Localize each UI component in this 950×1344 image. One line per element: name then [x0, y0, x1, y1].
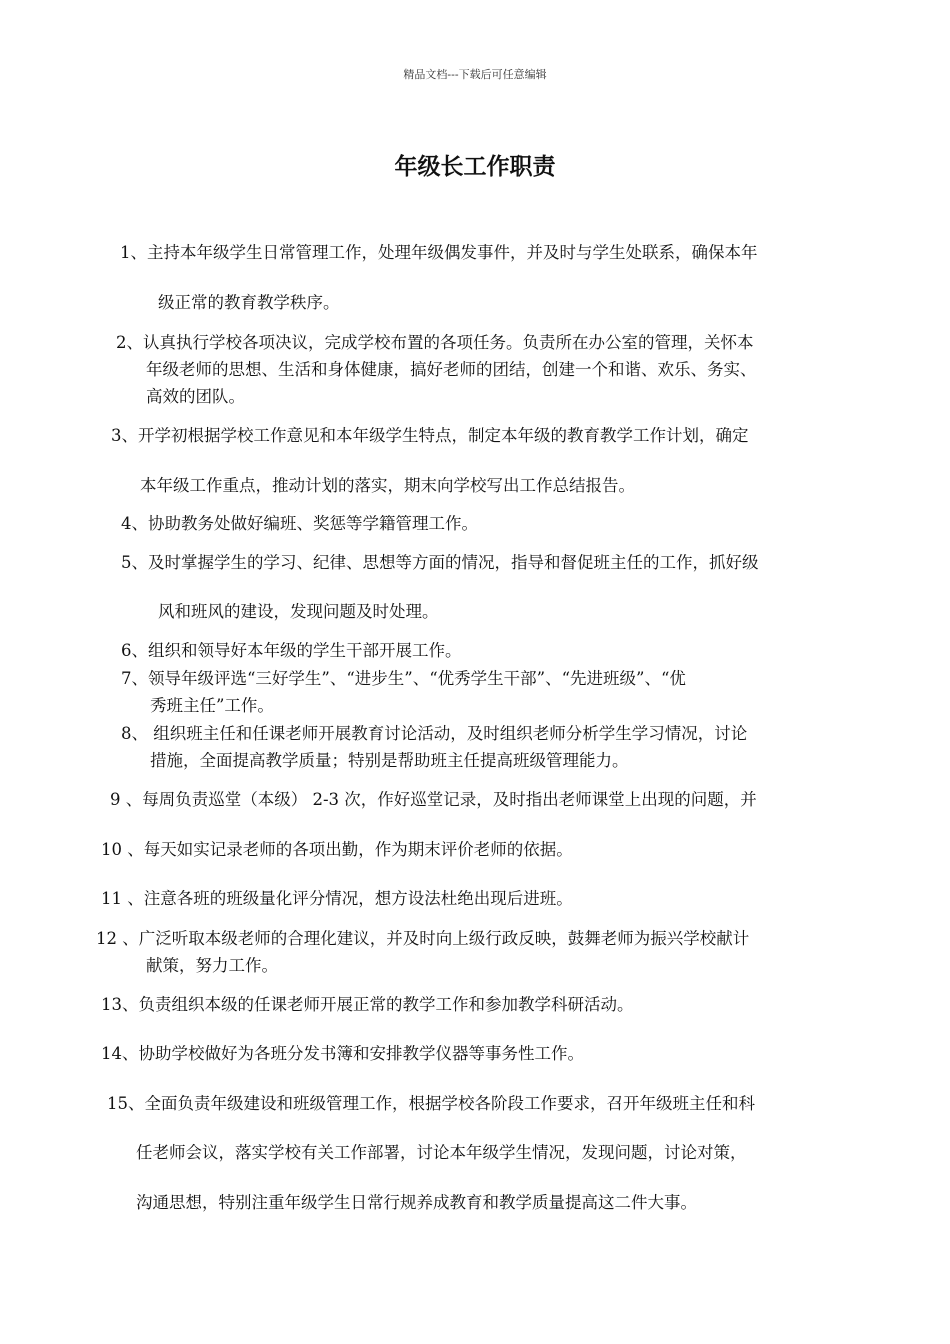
item-1-line-2: 级正常的教育教学秩序。 — [158, 293, 340, 312]
item-11-line-1: 11 、注意各班的班级量化评分情况，想方设法杜绝出现后进班。 — [101, 889, 573, 908]
item-2-line-1: 2、认真执行学校各项决议，完成学校布置的各项任务。负责所在办公室的管理，关怀本 — [116, 333, 754, 352]
document-title: 年级长工作职责 — [394, 154, 556, 180]
item-8-line-1: 8、 组织班主任和任课老师开展教育讨论活动，及时组织老师分析学生学习情况，讨论 — [121, 724, 748, 743]
item-7-line-2: 秀班主任”工作。 — [150, 696, 274, 715]
item-5-line-2: 风和班风的建设，发现问题及时处理。 — [158, 602, 439, 621]
item-12-line-1: 12 、广泛听取本级老师的合理化建议，并及时向上级行政反映，鼓舞老师为振兴学校献计 — [96, 929, 750, 948]
item-2-line-3: 高效的团队。 — [146, 387, 245, 406]
item-6-line-1: 6、组织和领导好本年级的学生干部开展工作。 — [121, 641, 462, 660]
item-14-line-1: 14、协助学校做好为各班分发书簿和安排教学仪器等事务性工作。 — [101, 1044, 584, 1063]
item-4-line-1: 4、协助教务处做好编班、奖惩等学籍管理工作。 — [121, 514, 478, 533]
item-13-line-1: 13、负责组织本级的任课老师开展正常的教学工作和参加教学科研活动。 — [101, 995, 634, 1014]
item-15-line-1: 15、全面负责年级建设和班级管理工作，根据学校各阶段工作要求，召开年级班主任和科 — [107, 1094, 755, 1113]
item-15-line-2: 任老师会议，落实学校有关工作部署，讨论本年级学生情况，发现问题，讨论对策， — [136, 1143, 747, 1162]
item-2-line-2: 年级老师的思想、生活和身体健康，搞好老师的团结，创建一个和谐、欢乐、务实、 — [146, 360, 757, 379]
item-3-line-2: 本年级工作重点，推动计划的落实，期末向学校写出工作总结报告。 — [140, 476, 635, 495]
item-8-line-2: 措施，全面提高教学质量；特别是帮助班主任提高班级管理能力。 — [150, 751, 629, 770]
item-7-line-1: 7、领导年级评选“三好学生”、“进步生”、“优秀学生干部”、“先进班级”、“优 — [121, 669, 686, 688]
page-header: 精品文档---下载后可任意编辑 — [403, 68, 547, 81]
item-1-line-1: 1、主持本年级学生日常管理工作，处理年级偶发事件，并及时与学生处联系，确保本年 — [120, 243, 758, 262]
item-9-line-1: 9 、每周负责巡堂（本级） 2-3 次，作好巡堂记录，及时指出老师课堂上出现的问题，并 — [110, 790, 757, 809]
item-12-line-2: 献策，努力工作。 — [146, 956, 278, 975]
item-15-line-3: 沟通思想，特别注重年级学生日常行规养成教育和教学质量提高这二件大事。 — [136, 1193, 697, 1212]
item-10-line-1: 10 、每天如实记录老师的各项出勤，作为期末评价老师的依据。 — [101, 840, 573, 859]
item-3-line-1: 3、开学初根据学校工作意见和本年级学生特点，制定本年级的教育教学工作计划，确定 — [111, 426, 749, 445]
item-5-line-1: 5、及时掌握学生的学习、纪律、思想等方面的情况，指导和督促班主任的工作，抓好级 — [121, 553, 759, 572]
